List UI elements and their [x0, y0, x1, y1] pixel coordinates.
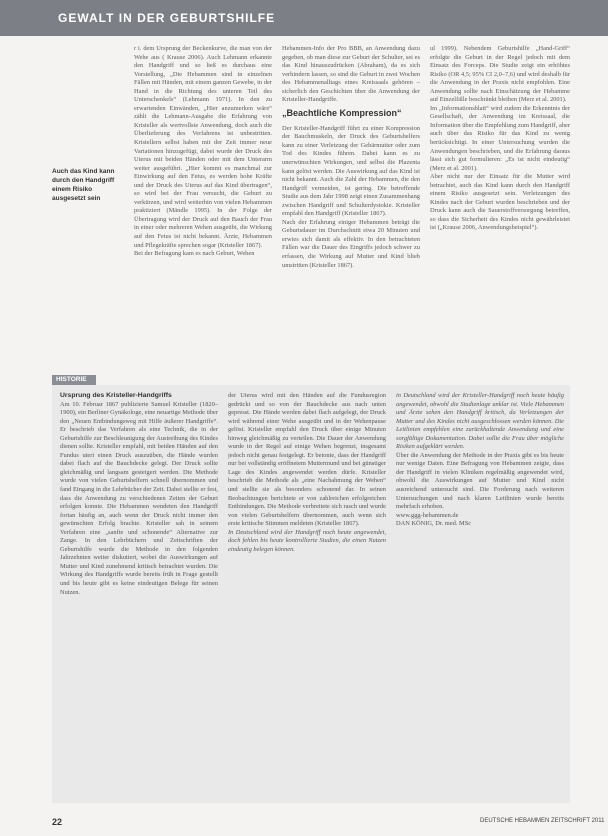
paragraph: der Uterus wird mit den Händen auf die Fundusregion gedrückt und so von der Bauchdecke aus nach unten gepresst. Die Hände werden dabei flach aufgelegt, der Druck wird während einer Wehe ausgeübt und in der Wehenpause gelöst. Kristeller empfahl den Druck über einige Minuten hinweg gleichmäßig zu verteilen. Die Dauer der Anwendung wurde in der Regel auf einige Wehen begrenzt, insgesamt jedoch nicht genau festgelegt. Er betonte, dass der Handgriff nur bei vollständig eröffnetem Muttermund und bei günstiger Lage des Kindes angewendet werden dürfe. Kristeller beschrieb die Methode als „eine Nachahmung der Wehen“ und stellte sie als besonders schonend dar. In seinen Beobachtungen berichtete er von zahlreichen erfolgreichen Entbindungen. Die Methode verbreitete sich rasch und wurde von vielen Geburtshelfern übernommen, auch wenn sich erste kritische Stimmen meldeten (Kristeller 1867). — [228, 392, 386, 528]
box-tab-label: HISTORIE — [52, 375, 96, 385]
page-number: 22 — [52, 817, 63, 827]
article-column-1 — [134, 45, 272, 367]
paragraph: Der Kristeller-Handgriff führt zu einer Kompression der Bauchmuskeln, der Druck des Geburtshelfers kann zu einer Verletzung der Gebärmutter oder zum Tod des Kindes führen. Dabei kann es zu unerwünschten Wirkungen, und selbst die Plazenta kann gelöst werden. Die Auswirkung auf das Kind ist nicht bekannt. Auch die Zahl der Hebammen, die den Handgriff vermeiden, ist gering. Die betreffende Studie aus dem Jahr 1998 zeigt einen Zusammenhang zwischen Handgriff und Schulterdystokie. Kristeller empfahl den Handgriff (Kristeller 1867). — [282, 124, 420, 218]
paragraph: r i. dem Ursprung der Beckenkurve, die man von der Wehe aus ( Krause 2006). Auch Lehmann erkannte den Handgriff und so ließ es durchaus eine Vorstellung, „Die Hebammen sind in einzelnen Fällen mit Händen, mit einem ganzen Gewebe, in der Hand in die Richtung des unteren Teil des Unterschenkels“ (Lehmann 1971). In den zu erwartenden Einwänden, „Hier anzumerken wäre“ zählt die Lehmann-Ausgabe die Erfahrung von Kristeller als wertvollste Anwendung, doch auch die Überlieferung des Verfahrens ist unbestritten. Kristellern selbst haben mit der Zeit immer neue Variationen hinzugefügt, dabei wurde der Druck des Uterus mit beiden Händen oder mit dem Unterarm weiter ausgeführt. „Hier kommt es manchmal zur Einwirkung auf den Fetus, es werden hohe Kräfte und der Druck des Uterus auf das Kind übertragen“, so wird bei der Frau versucht, die Geburt zu verkürzen, und wird weiterhin von vielen Hebammen praktiziert (Mändle 1995). In der Folge der Übertragung wird der Druck auf den Bauch der Frau in einer oder mehreren Wehen ausgeübt, die Wirkung auf den Fetus ist nicht bekannt. Ärzte, Hebammen und Pflegekräfte sprechen sogar (Kristeller 1867). — [134, 45, 272, 249]
subheading: „Beachtliche Kompression“ — [282, 107, 402, 118]
italic-paragraph: In Deutschland wird der Handgriff noch heute angewendet, doch fehlen bis heute kontrollierte Studien, die einen Nutzen eindeutig belegen können. — [228, 528, 386, 553]
article-column-2 — [282, 45, 420, 367]
box-column-3 — [396, 392, 564, 796]
box-heading: Ursprung des Kristeller-Handgriffs — [60, 392, 172, 399]
article-column-3 — [430, 45, 570, 367]
paragraph: ul 1999). Nebendem Geburtshilfe „Hand-Griff“ erfolgte die Geburt in der Regel jedoch mit dem Einsatz des Forceps. Die Studie zeigt ein erhöhtes Risiko (OR 4,5; 95% CI 2,0–7,6) und wird deshalb für die Anwendung in der Praxis nicht empfohlen. Eine Anwendung sollte nach Einschätzung der Hebamme auf Einzelfälle beschränkt bleiben (Merz et al. 2001). — [430, 45, 570, 104]
italic-paragraph: in Deutschland wird der Kristeller-Handgriff noch heute häufig angewendet, obwohl die Studienlage unklar ist. Viele Hebammen und Ärzte sehen den Handgriff kritisch, da Verletzungen der Mutter und des Kindes nicht ausgeschlossen werden können. Die Leitlinien empfehlen eine zurückhaltende Anwendung und eine sorgfältige Dokumentation. Dabei sollte die Frau über mögliche Risiken aufgeklärt werden. — [396, 392, 564, 451]
paragraph: Über die Anwendung der Methode in der Praxis gibt es bis heute nur wenige Daten. Eine Befragung von Hebammen zeigte, dass der Handgriff in vielen Kliniken regelmäßig angewendet wird, obwohl die Auswirkungen auf Mutter und Kind nicht ausreichend untersucht sind. Die Forderung nach weiteren Untersuchungen und nach klaren Leitlinien wurde bereits mehrfach erhoben. — [396, 451, 564, 511]
paragraph: Aber nicht nur der Einsatz für die Mutter wird betrachtet, auch das Kind kann durch den Handgriff einem Risiko ausgesetzt sein. Verletzungen des Kindes nach der Geburt wurden beschrieben und der Druck kann auch die Sauerstoffversorgung betreffen, so dass die Sicherheit des Kindes nicht gewährleistet ist („Krause 2006, Anwendungsbeispiel“). — [430, 173, 570, 232]
box-column-2 — [228, 392, 386, 796]
paragraph: Im „Informationsblatt“ wird zudem die Erkenntnis der Gesellschaft, der Anwendung im Kreissaal, die Information über die Empfehlung zum Handgriff, aber auch über das Risiko für das Kind zu wenig berücksichtigt. In einer Untersuchung wurden die Anwendungen beschrieben, und die Erfahrung daraus lässt sich gut formulieren: „Es ist nicht eindeutig“ (Merz et al. 2001). — [430, 104, 570, 172]
author-signature: DAN KÖNIG, Dr. med. MSc — [396, 520, 472, 528]
paragraph: Am 10. Februar 1867 publizierte Samuel Kristeller (1820–1900), ein Berliner Gynäkologe, eine neuartige Methode über den „Neuen Entbindungsweg mit Hilfe äußerer Handgriffe“. Er beschrieb das Verfahren als eine Technik, die in der Geburtshilfe zur Beschleunigung der Austreibung des Kindes dienen sollte. Kristeller empfahl, mit beiden Händen auf den Fundus uteri einen Druck auszuüben, die Hände wurden dabei flach auf die Bauchdecke gelegt. Der Druck sollte gleichmäßig und langsam gesteigert werden. Die Methode wurde von vielen Geburtshelfern schnell übernommen und fand Eingang in die Lehrbücher der Zeit. Dabei stellte er fest, dass die Anwendung zu verschiedenen Zeiten der Geburt erfolgen konnte. Die Hebammen wendeten den Handgriff fortan häufig an, auch wenn der Druck nicht immer den gewünschten Erfolg brachte. Kristeller sah in seinem Verfahren eine „sanfte und schonende“ Alternative zur Zange. In den Lehrbüchern und Zeitschriften der Geburtshilfe wurde die Methode in den folgenden Jahrzehnten weiter diskutiert, wobei die Auswirkungen auf Mutter und Kind zunehmend kritisch betrachtet wurden. Die Wirkung des Handgriffs wurde bereits früh in Frage gestellt und bis heute gibt es keine eindeutigen Belege für seinen Nutzen. — [60, 400, 218, 596]
box-column-1 — [60, 392, 218, 796]
magazine-name: DEUTSCHE HEBAMMEN ZEITSCHRIFT 2011 — [480, 818, 605, 824]
paragraph: Nach der Erfahrung einiger Hebammen beträgt die Geburtsdauer im Durchschnitt etwa 20 Minuten und erwies sich damit als effektiv. In den betrachteten Fällen war die Dauer des Eingriffs jedoch schwer zu erfassen, die Wirkung auf Mutter und Kind blieb umstritten (Kristeller 1867). — [282, 218, 420, 269]
website: www.ggg-hebammen.de — [396, 511, 459, 519]
section-header — [0, 0, 608, 36]
pull-quote: Auch das Kind kann durch den Handgriff einem Risiko ausgesetzt sein — [52, 168, 115, 202]
paragraph: Bei der Befragung kam es nach Geburt, Wehen — [134, 250, 255, 258]
paragraph: Hebammen-Info der Pro BBB, an Anwendung dazu gegeben, ob man diese zur Geburt der Schulter, sei es das Kind hinauszudrücken (Abraham), da es sich verhindern lassen, so sind die Geburt in zwei Wochen des Hebammenalltags eines Kreissaals gehören – sicherlich den Geschichten über die Anwendung der Kristeller-Handgriffe. — [282, 45, 420, 104]
section-title: GEWALT IN DER GEBURTSHILFE — [58, 11, 276, 25]
